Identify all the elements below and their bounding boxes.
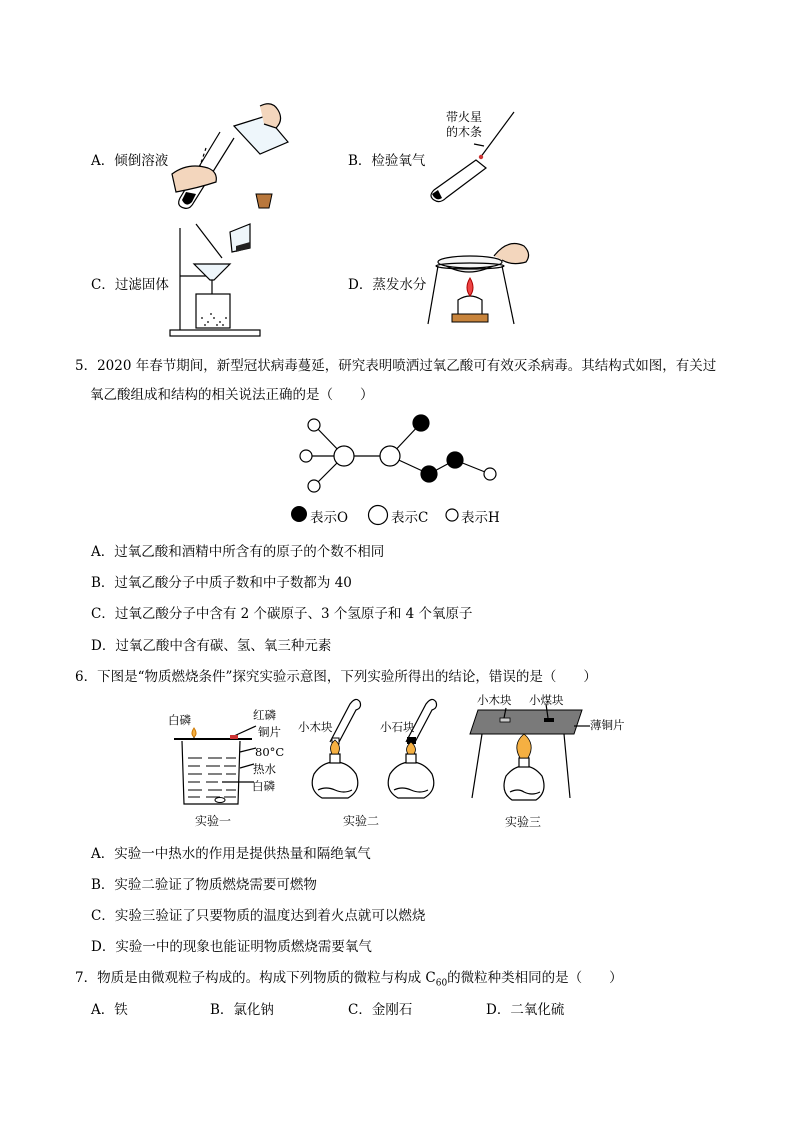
q7-stem-subscript: 60 xyxy=(435,978,448,989)
exp1-caption: 实验一 xyxy=(195,814,232,828)
q6-option-d: D．实验一中的现象也能证明物质燃烧需要氧气 xyxy=(91,939,372,955)
h-atom xyxy=(484,468,496,480)
h-atom xyxy=(308,419,320,431)
pour-liquid-illustration xyxy=(168,102,298,212)
q7-stem-post: 的微粒种类相同的是（ ） xyxy=(447,970,623,986)
legend-h-symbol xyxy=(444,507,460,523)
q6-option-c: C．实验三验证了只要物质的温度达到着火点就可以燃烧 xyxy=(91,908,426,924)
exp3-copper-sheet-label: 薄铜片 xyxy=(590,718,625,732)
exp1-copper-label: 铜片 xyxy=(258,725,281,739)
q4-option-b: B．检验氧气 xyxy=(348,153,426,169)
o-atom xyxy=(447,452,463,468)
q5-option-a: A．过氧乙酸和酒精中所含有的原子的个数不相同 xyxy=(91,544,385,560)
evaporation-illustration xyxy=(428,236,538,330)
exp1-white-phosphorus-bottom: 白磷 xyxy=(252,779,275,793)
c-atom xyxy=(380,446,400,466)
q5-stem-line1: 5．2020 年春节期间，新型冠状病毒蔓延，研究表明喷洒过氧乙酸可有效灭杀病毒。其结构式如图，有关过 xyxy=(75,358,717,374)
h-atom xyxy=(300,450,312,462)
o-atom xyxy=(413,415,429,431)
q5-option-b: B．过氧乙酸分子中质子数和中子数都为 40 xyxy=(91,575,352,591)
o-atom xyxy=(421,466,437,482)
exp2-caption: 实验二 xyxy=(343,814,380,828)
q5-stem-line2: 氧乙酸组成和结构的相关说法正确的是（ ） xyxy=(90,387,374,403)
q7-option-c: C．金刚石 xyxy=(348,1002,413,1018)
exp2-stone-label: 小石块 xyxy=(380,720,415,734)
h-atom xyxy=(308,480,320,492)
q6-option-b: B．实验二验证了物质燃烧需要可燃物 xyxy=(91,877,317,893)
legend-c-label: 表示C xyxy=(391,510,429,526)
q4-b-label-line1: 带火星 xyxy=(446,110,483,124)
q7-stem-pre: 7．物质是由微观粒子构成的。构成下列物质的微粒与构成 C xyxy=(75,970,436,986)
oxygen-test-illustration xyxy=(426,108,526,208)
q6-option-a: A．实验一中热水的作用是提供热量和隔绝氧气 xyxy=(91,846,371,862)
q4-option-a: A．倾倒溶液 xyxy=(91,153,169,169)
exp2-wood-label: 小木块 xyxy=(298,720,333,734)
q7-option-d: D．二氧化硫 xyxy=(486,1002,565,1018)
experiment-two-right-lamp-illustration xyxy=(378,694,448,809)
exp3-wood-label: 小木块 xyxy=(477,693,512,707)
legend-o-label: 表示O xyxy=(310,510,349,526)
legend-c-symbol xyxy=(367,504,389,526)
q7-option-b: B．氯化钠 xyxy=(210,1002,274,1018)
exp1-temperature: 80°C xyxy=(255,745,285,759)
legend-o-symbol xyxy=(290,505,308,523)
exp1-white-phosphorus-top: 白磷 xyxy=(168,713,191,727)
molecule-structure-diagram xyxy=(300,408,504,500)
q4-option-d: D．蒸发水分 xyxy=(348,277,427,293)
experiment-three-illustration xyxy=(468,704,592,814)
q7-stem xyxy=(75,966,623,989)
q7-option-a: A．铁 xyxy=(91,1002,128,1018)
c-atom xyxy=(334,446,354,466)
q4-option-c: C．过滤固体 xyxy=(91,277,169,293)
experiment-two-left-lamp-illustration xyxy=(302,694,372,809)
legend-h-label: 表示H xyxy=(461,510,500,526)
exp3-caption: 实验三 xyxy=(505,815,542,829)
exp1-red-phosphorus: 红磷 xyxy=(253,708,276,722)
experiment-one-beaker-illustration xyxy=(172,724,256,810)
filtration-illustration xyxy=(166,218,266,340)
exp1-hot-water: 热水 xyxy=(253,762,276,776)
q6-stem: 6．下图是“物质燃烧条件”探究实验示意图，下列实验所得出的结论，错误的是（ ） xyxy=(75,669,597,685)
q4-b-label-line2: 的木条 xyxy=(446,125,483,139)
q5-option-c: C．过氧乙酸分子中含有 2 个碳原子、3 个氢原子和 4 个氧原子 xyxy=(91,606,473,622)
q5-option-d: D．过氧乙酸中含有碳、氢、氧三种元素 xyxy=(91,638,332,654)
exp3-coal-label: 小煤块 xyxy=(529,693,564,707)
